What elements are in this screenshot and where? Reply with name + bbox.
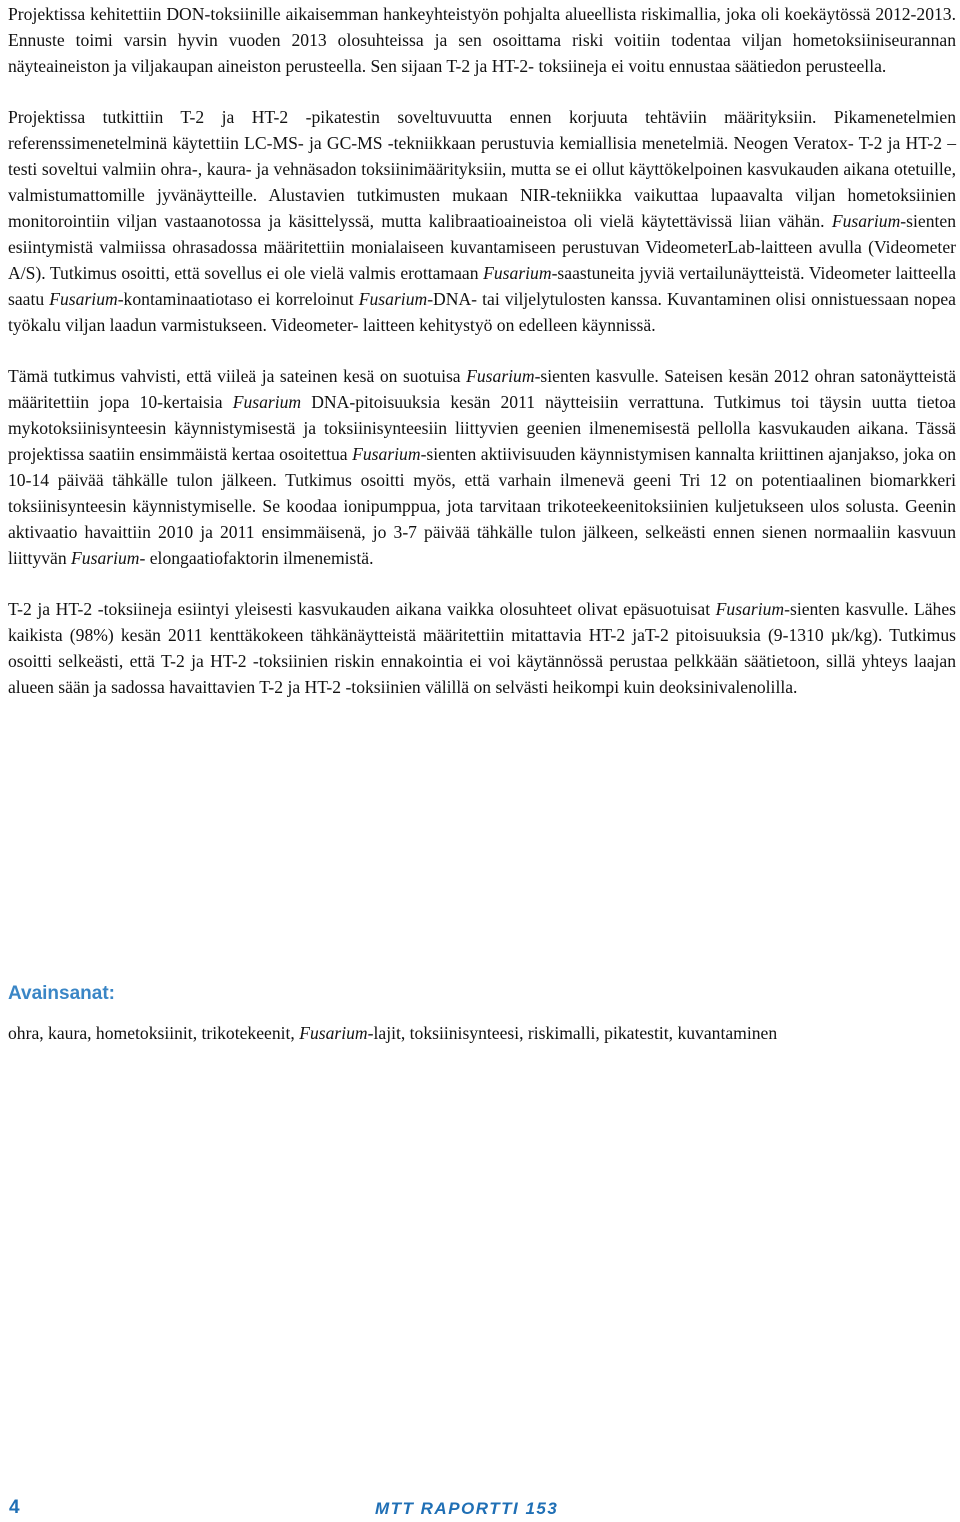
italic-term: Fusarium (466, 366, 535, 386)
text-run: -saastuneita jyviä vertailunäytteistä. Videometer laitteella saatu (8, 263, 957, 309)
text-run: Tämä tutkimus vahvisti, että viileä ja sateinen kesä on suotuisa (8, 366, 467, 386)
italic-term: Fusarium (483, 263, 552, 283)
paragraph-pikatestit (8, 104, 956, 338)
italic-term: Fusarium (358, 289, 428, 309)
text-run: ohra, kaura, hometoksiinit, trikotekeenit, (8, 1023, 300, 1043)
text-run: - elongaatiofaktorin ilmenemistä. (139, 548, 374, 568)
italic-term: Fusarium (831, 211, 901, 231)
text-run: -sienten kasvulle. Lähes kaikista (98%) kesän 2011 kenttäkokeen tähkänäytteistä määritettiin mitattavia HT-2 jaT-2 pitoisuuksia (9-1310 µk/kg). Tutkimus osoitti selkeästi, että T-2 ja HT-2 -toksiinien riskin ennakointia ei voi käytännössä perustaa pelkkään säätietoon, sillä yhteys laajan alueen sään ja sadossa havaittavien T-2 ja HT-2 -toksiinien välillä on selvästi heikompi kuin deoksinivalenolilla. (8, 599, 956, 697)
italic-term: Fusarium (71, 548, 140, 568)
italic-term: Fusarium (352, 444, 421, 464)
text-run: DNA-pitoisuuksia kesän 2011 näytteisiin verrattuna. Tutkimus toi täysin uutta tietoa mykotoksiinisynteesin käynnistymisestä ja toksiinisynteesiin liittyvien geenien ilmenemisestä pellolla kasvukauden aikana. Tässä projektissa saatiin ensimmäistä kertaa osoitettua (8, 392, 956, 464)
keywords-heading: Avainsanat: (8, 983, 115, 1004)
document-body (8, 0, 956, 700)
italic-term: Fusarium (232, 392, 302, 412)
text-run: -DNA- tai viljelytulosten kanssa. Kuvantaminen olisi onnistuessaan nopea työkalu viljan laadun varmistukseen. Videometer- laitteen kehitystyö on edelleen käynnissä. (8, 289, 956, 335)
text-run: -kontaminaatiotaso ei korreloinut (117, 289, 359, 309)
italic-term: Fusarium (715, 599, 785, 619)
paragraph-fusarium-kasvu (8, 363, 956, 571)
page-number: 4 (9, 1497, 20, 1518)
text-run: -sienten esiintymistä valmiissa ohrasadossa määritettiin monialaiseen kuvantamiseen perustuvan VideometerLab-laitteen avulla (Videometer A/S). Tutkimus osoitti, että sovellus ei ole vielä valmis erottamaan (8, 211, 956, 283)
text-run: Projektissa kehitettiin DON-toksiinille aikaisemman hankeyhteistyön pohjalta alueellista riskimallia, joka oli koekäytössä 2012-2013. Ennuste toimi varsin hyvin vuoden 2013 olosuhteissa ja sen osoittama riski voitiin todentaa viljan hometoksiiniseurannan näyteaineiston ja viljakaupan aineiston perusteella. Sen sijaan T-2 ja HT-2- toksiineja ei voitu ennustaa säätiedon perusteella. (8, 4, 956, 76)
publication-title: MTT RAPORTTI 153 (375, 1499, 559, 1518)
italic-term: Fusarium (299, 1023, 368, 1043)
text-run: -lajit, toksiinisynteesi, riskimalli, pikatestit, kuvantaminen (367, 1023, 778, 1043)
keywords-list (8, 1020, 956, 1046)
text-run: T-2 ja HT-2 -toksiineja esiintyi yleisesti kasvukauden aikana vaikka olosuhteet olivat epäsuotuisat (8, 599, 716, 619)
text-run: -sienten aktiivisuuden käynnistymisen kannalta kriittinen ajanjakso, joka on 10-14 päivää tähkälle tulon jälkeen. Tutkimus osoitti myös, että varhain ilmenevä geeni Tri 12 on potentiaalinen biomarkkeri toksiinisynteesin käynnistymiselle. Se koodaa ionipumppua, jota tarvitaan trikoteekeenitoksiinien kuljetukseen ulos solusta. Geenin aktivaatio havaittiin 2010 ja 2011 ensimmäisenä, jo 3-7 päivää tähkälle tulon jälkeen, selkeästi ennen sienen normaaliin kasvuun liittyvän (8, 444, 956, 568)
text-run: Projektissa tutkittiin T-2 ja HT-2 -pikatestin soveltuvuutta ennen korjuuta tehtäviin määrityksiin. Pikamenetelmien referenssimenetelminä käytettiin LC-MS- ja GC-MS -tekniikkaan perustuvia kemiallisia menetelmiä. Neogen Veratox- T-2 ja HT-2 –testi soveltui valmiin ohra-, kaura- ja vehnäsadon toksiinimäärityksiin, mutta se ei ollut käyttökelpoinen kasvukauden aikana otetuille, valmistumattomille jyvänäytteille. Alustavien tutkimusten mukaan NIR-tekniikka vaikuttaa lupaavalta viljan hometoksiinien monitorointiin viljan vastaanotossa ja käsittelyssä, mutta kalibraatioaineistoa oli vielä käytettävissä liian vähän. (8, 107, 956, 231)
text-run: -sienten kasvulle. Sateisen kesän 2012 ohran satonäytteistä määritettiin jopa 10-kertaisia (8, 366, 956, 412)
paragraph-t2-ht2 (8, 596, 956, 700)
paragraph-riskimalli (8, 0, 956, 79)
italic-term: Fusarium (49, 289, 118, 309)
